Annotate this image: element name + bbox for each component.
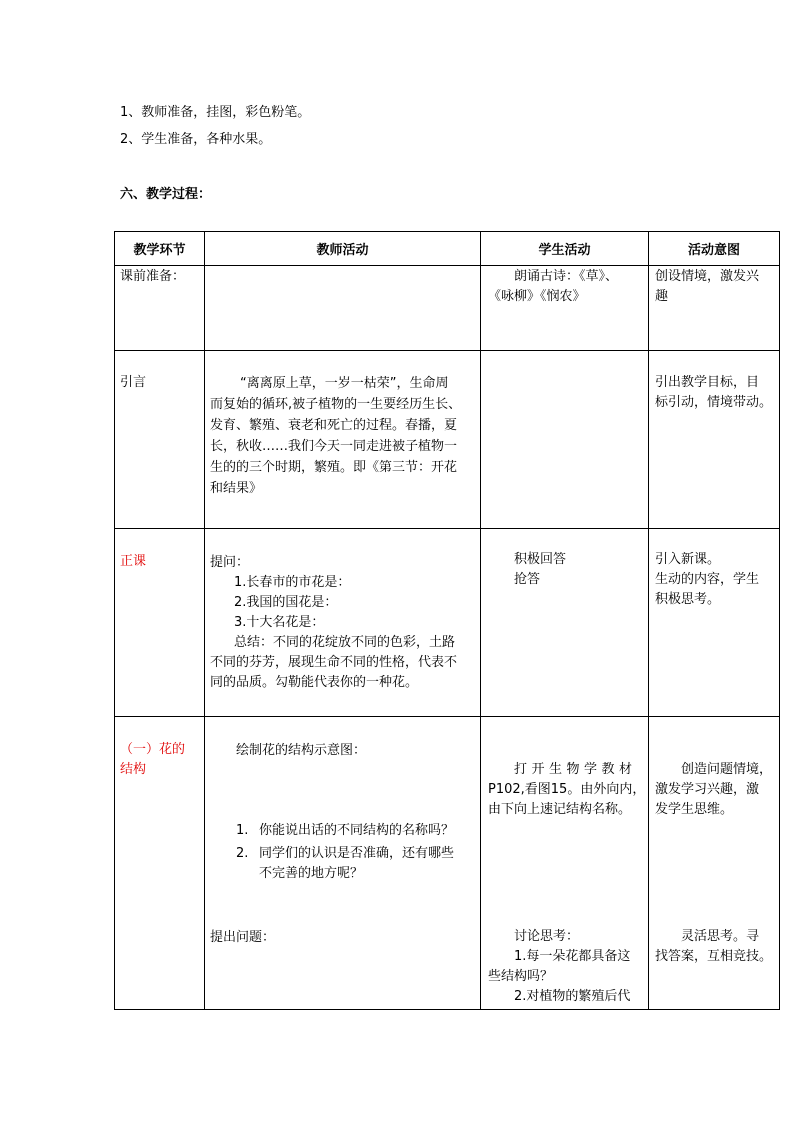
prep-item-student: 2、学生准备，各种水果。 xyxy=(120,132,272,147)
header-teacher-activity: 教师活动 xyxy=(316,243,369,258)
row4-teacher-question1: 你能说出话的不同结构的名称吗？ xyxy=(259,823,455,838)
header-student-activity: 学生活动 xyxy=(538,243,591,258)
row3-student-activity: 积极回答 抢答 xyxy=(514,552,567,587)
row2-intent: 引出教学目标，目 标引动，情境带动。 xyxy=(655,375,773,410)
row1-student-activity: 朗诵古诗：《草》、 《咏柳》《悯农》 xyxy=(488,269,619,304)
section-title: 六、教学过程： xyxy=(120,187,212,202)
row4-student-activity-a: 打开生物学教材 P102,看图15。由外向内， 由下向上速记结构名称。 xyxy=(488,762,646,817)
header-intent: 活动意图 xyxy=(687,243,740,258)
row4-teacher-draw: 绘制花的结构示意图： xyxy=(236,743,367,758)
header-stage: 教学环节 xyxy=(133,243,186,258)
row4-teacher-question2-number: 2. xyxy=(236,846,249,861)
row3-intent: 引入新课。 生动的内容，学生 积极思考。 xyxy=(655,552,760,607)
row4-teacher-question2: 同学们的认识是否准确，还有哪些 不完善的地方呢？ xyxy=(259,846,455,881)
row3-stage: 正课 xyxy=(120,554,147,569)
row4-intent-b: 灵活思考。寻 找答案，互相竞技。 xyxy=(655,929,773,964)
row4-teacher-question1-number: 1. xyxy=(236,823,249,838)
row4-student-activity-b: 讨论思考： 1.每一朵花都具备这 些结构吗？ 2.对植物的繁殖后代 xyxy=(488,929,631,1004)
prep-item-teacher: 1、教师准备，挂图，彩色粉笔。 xyxy=(120,105,311,120)
row2-teacher-activity: “离离原上草，一岁一枯荣”，生命周 而复始的循环,被子植物的一生要经历生长、 发育、繁殖、衰老和死亡的过程。春播，夏 长，秋收……我们今天一同走进被子植物一 生的的三个时期，繁殖。即《第三节：开花 和结果》 xyxy=(210,376,462,496)
row4-intent-a: 创造问题情境， 激发学习兴趣，激 发学生思维。 xyxy=(655,762,773,817)
row1-intent: 创设情境，激发兴 趣 xyxy=(655,269,760,304)
row4-teacher-raise-question: 提出问题： xyxy=(210,930,276,945)
row3-teacher-activity: 提问： 1.长春市的市花是： 2.我国的国花是： 3.十大名花是： 总结：不同的花绽放不同的色彩，土路 不同的芬芳，展现生命不同的性格，代表不 同的品质。勾勒能代表你的一种花。 xyxy=(210,555,458,690)
row1-stage: 课前准备： xyxy=(120,269,186,284)
row2-stage: 引言 xyxy=(120,375,147,390)
row4-stage: （一）花的 结构 xyxy=(120,742,186,777)
